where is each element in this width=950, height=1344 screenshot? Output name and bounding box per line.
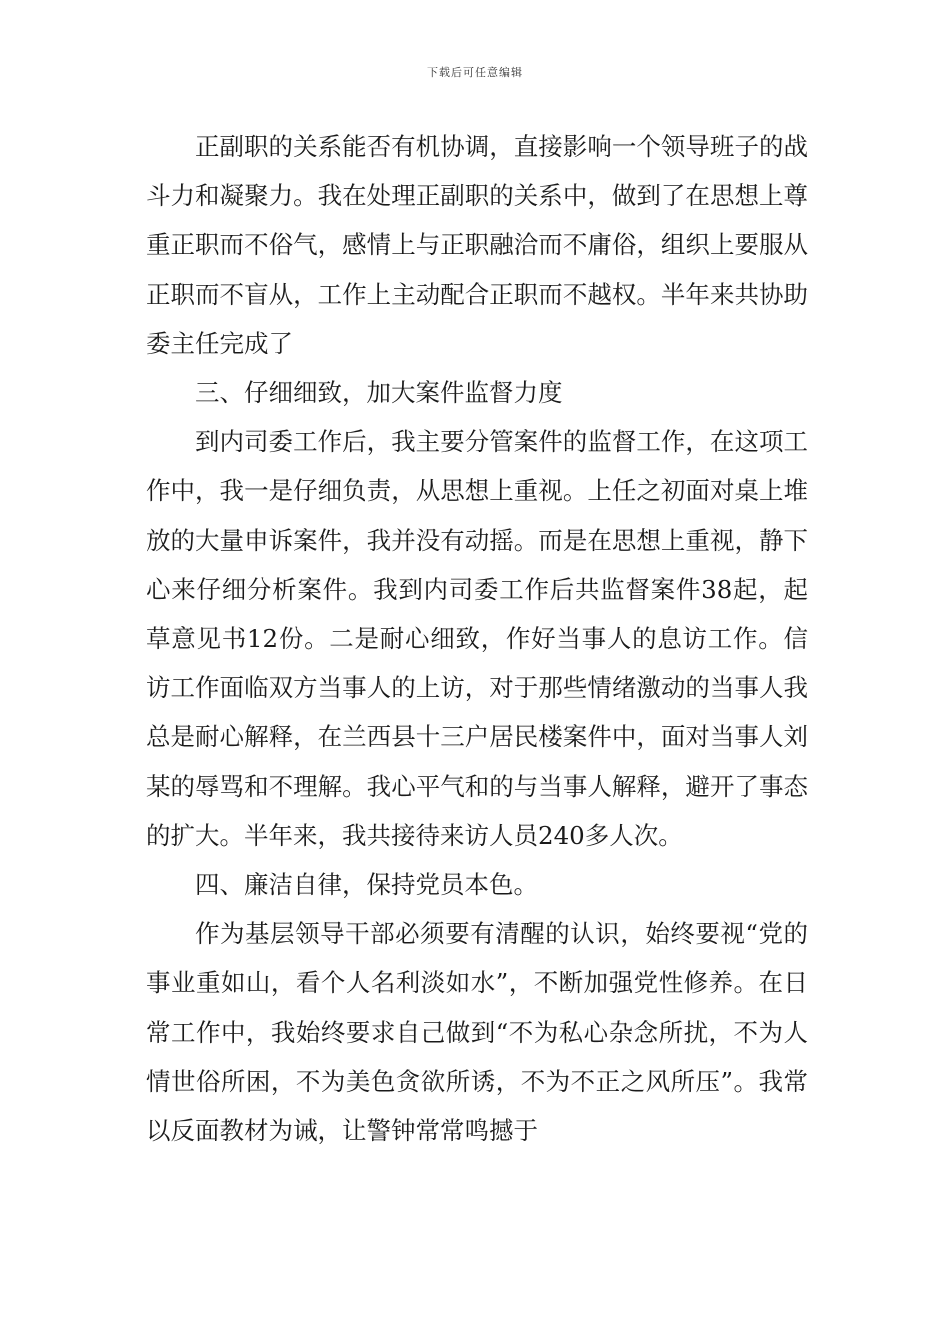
section-heading-four: 四、廉洁自律，保持党员本色。 xyxy=(195,870,538,900)
paragraph-case-supervision: 到内司委工作后，我主要分管案件的监督工作，在这项工作中，我一是仔细负责，从思想上重视。上任之初面对桌上堆放的大量申诉案件，我并没有动摇。而是在思想上重视，静下心来仔细分析案件。我到内司委工作后共监督案件38起，起草意见书12份。二是耐心细致，作好当事人的息访工作。信访工作面临双方当事人的上访，对于那些情绪激动的当事人我总是耐心解释，在兰西县十三户居民楼案件中，面对当事人刘某的辱骂和不理解。我心平气和的与当事人解释，避开了事态的扩大。半年来，我共接待来访人员240多人次。 xyxy=(146,427,808,850)
header-note: 下载后可任意编辑 xyxy=(427,66,523,79)
paragraph-deputy-relations: 正副职的关系能否有机协调，直接影响一个领导班子的战斗力和凝聚力。我在处理正副职的关系中，做到了在思想上尊重正职而不俗气，感情上与正职融洽而不庸俗，组织上要服从正职而不盲从，工作上主动配合正职而不越权。半年来共协助委主任完成了 xyxy=(146,132,808,358)
document-body xyxy=(146,122,808,1155)
section-heading-three: 三、仔细细致，加大案件监督力度 xyxy=(195,378,563,408)
paragraph-integrity: 作为基层领导干部必须要有清醒的认识，始终要视“党的事业重如山，看个人名利淡如水”，不断加强党性修养。在日常工作中，我始终要求自己做到“不为私心杂念所扰，不为人情世俗所困，不为美色贪欲所诱，不为不正之风所压”。我常以反面教材为诫，让警钟常常鸣撼于 xyxy=(146,919,808,1146)
